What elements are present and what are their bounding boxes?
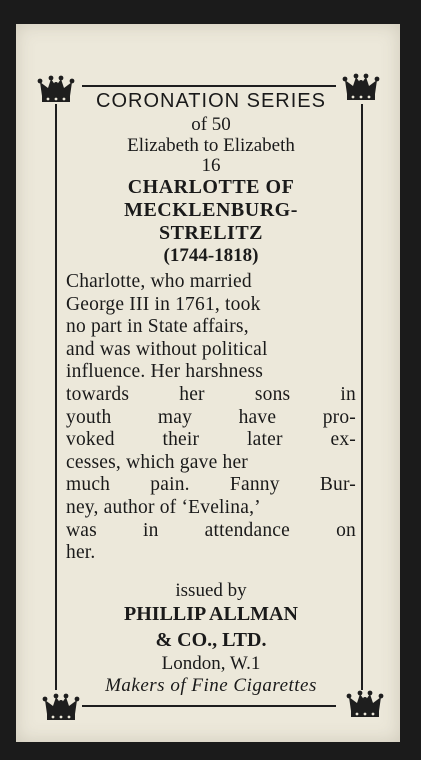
description-line: George III in 1761, took bbox=[66, 293, 261, 315]
subject-name-line: STRELITZ bbox=[158, 222, 264, 244]
issued-by: issued by bbox=[175, 579, 247, 601]
description-line: no part in State affairs, bbox=[66, 316, 249, 338]
company-name-line: & CO., LTD. bbox=[155, 628, 267, 651]
description-line: ney, author of ‘Evelina,’ bbox=[66, 496, 261, 518]
description-line: influence. Her harshness bbox=[66, 361, 264, 383]
description bbox=[66, 271, 356, 565]
company-location: London, W.1 bbox=[161, 652, 261, 674]
series-count: of 50 bbox=[191, 114, 231, 135]
subject-name-line: MECKLENBURG- bbox=[124, 199, 298, 221]
company-tagline: Makers of Fine Cigarettes bbox=[105, 674, 317, 696]
description-line: was in attendance on bbox=[66, 519, 356, 541]
description-line: much pain. Fanny Bur- bbox=[66, 474, 356, 496]
subject-dates: (1744-1818) bbox=[163, 245, 259, 266]
frame-bottom-line bbox=[82, 705, 336, 707]
description-line: youth may have pro- bbox=[66, 406, 356, 428]
subject-name bbox=[54, 176, 368, 245]
series-subtitle: Elizabeth to Elizabeth bbox=[127, 135, 295, 156]
description-line: and was without political bbox=[66, 338, 268, 360]
description-line: towards her sons in bbox=[66, 383, 356, 405]
company-name bbox=[54, 601, 368, 653]
description-line: her. bbox=[66, 542, 96, 564]
series-title: CORONATION SERIES bbox=[96, 90, 326, 112]
subject-name-line: CHARLOTTE OF bbox=[127, 176, 295, 198]
description-line: Charlotte, who married bbox=[66, 271, 252, 292]
card-number: 16 bbox=[201, 155, 221, 176]
company-name-line: PHILLIP ALLMAN bbox=[124, 602, 298, 625]
card-content bbox=[54, 82, 368, 697]
description-line: voked their later ex- bbox=[66, 429, 356, 451]
description-line: cesses, which gave her bbox=[66, 451, 248, 473]
